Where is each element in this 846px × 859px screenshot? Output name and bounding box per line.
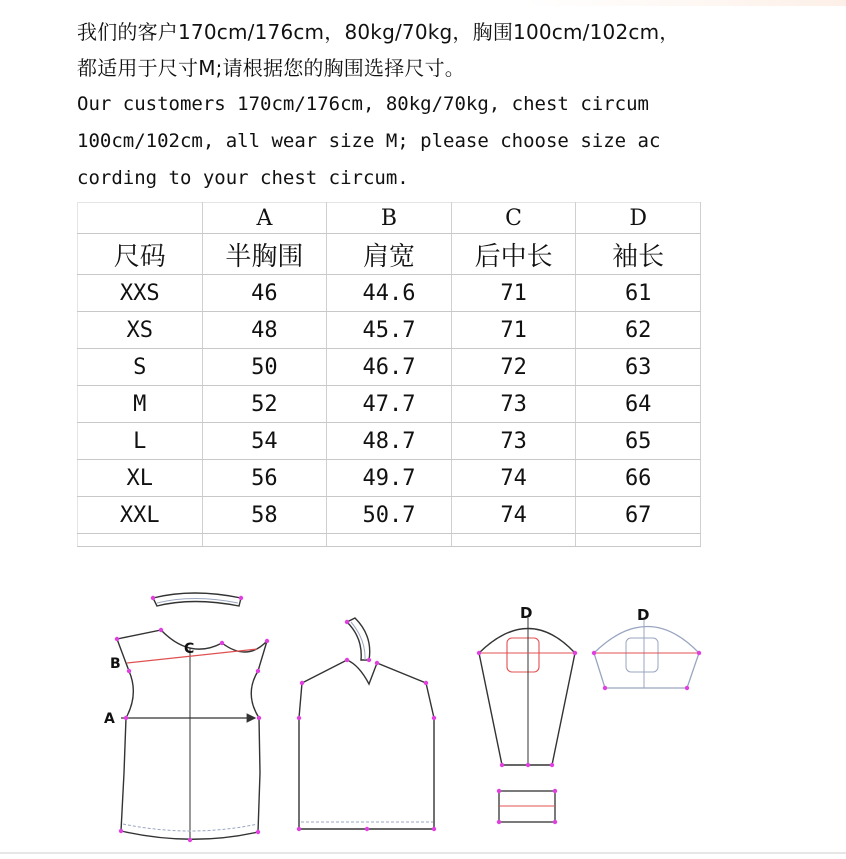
sleeve-cap-pattern	[592, 606, 701, 690]
back-collar-strip	[347, 618, 370, 660]
cell-half-chest: 46	[202, 275, 327, 312]
cell-sleeve: 64	[576, 386, 701, 423]
header-shoulder-width: 肩宽	[327, 234, 452, 275]
table-letter-row	[78, 203, 701, 234]
front-body-pattern	[104, 593, 269, 842]
front-point-markers	[115, 596, 269, 842]
cell-shoulder: 45.7	[327, 312, 452, 349]
table-row	[78, 386, 701, 423]
cell-sleeve: 61	[576, 275, 701, 312]
cell-size: L	[78, 423, 203, 460]
cell-back-length: 74	[451, 497, 576, 534]
cell-shoulder: 48.7	[327, 423, 452, 460]
table-padding-row	[78, 534, 701, 547]
table-header-row	[78, 234, 701, 275]
cell-half-chest: 50	[202, 349, 327, 386]
garment-measurement-diagram	[77, 552, 703, 846]
header-half-chest: 半胸围	[202, 234, 327, 275]
sleeve-cap-outline	[594, 627, 699, 689]
cell-shoulder: 50.7	[327, 497, 452, 534]
cell-half-chest: 52	[202, 386, 327, 423]
cell-shoulder: 46.7	[327, 349, 452, 386]
cell-sleeve: 62	[576, 312, 701, 349]
top-accent-strip	[0, 0, 846, 6]
back-point-markers	[297, 620, 436, 831]
bottom-divider	[0, 852, 846, 854]
table-row	[78, 312, 701, 349]
cell-size: S	[78, 349, 203, 386]
letter-cell	[78, 203, 203, 234]
cell-size: M	[78, 386, 203, 423]
table-row	[78, 460, 701, 497]
intro-text-block	[77, 14, 817, 197]
header-sleeve-length: 袖长	[576, 234, 701, 275]
cell-half-chest: 48	[202, 312, 327, 349]
cell-sleeve: 66	[576, 460, 701, 497]
cell-size: XL	[78, 460, 203, 497]
cell-shoulder: 44.6	[327, 275, 452, 312]
letter-cell: A	[202, 203, 327, 234]
sleeve-cap-box	[507, 638, 539, 672]
cell-half-chest: 56	[202, 460, 327, 497]
intro-zh-line-1: 我们的客户170cm/176cm，80kg/70kg，胸围100cm/102cm，	[77, 20, 680, 44]
header-size: 尺码	[78, 234, 203, 275]
label-d-left: D	[520, 604, 533, 622]
sleeve-point-markers	[477, 651, 577, 824]
back-body-outline	[299, 660, 434, 829]
cell-half-chest: 54	[202, 423, 327, 460]
letter-cell: D	[576, 203, 701, 234]
sleeve-pattern	[477, 604, 577, 824]
cell-back-length: 73	[451, 386, 576, 423]
table-row	[78, 423, 701, 460]
size-chart-table	[77, 202, 701, 547]
collar-piece	[153, 593, 241, 606]
cell-size: XXS	[78, 275, 203, 312]
cell-back-length: 71	[451, 312, 576, 349]
sleeve-outline	[479, 629, 575, 766]
cell-shoulder: 47.7	[327, 386, 452, 423]
cell-back-length: 74	[451, 460, 576, 497]
intro-en-line-2: 100cm/102cm, all wear size M; please choose size ac	[77, 130, 661, 152]
sleeve-cap-inner-box	[626, 638, 658, 672]
cell-size: XS	[78, 312, 203, 349]
table-row	[78, 349, 701, 386]
intro-zh-line-2: 都适用于尺寸M;请根据您的胸围选择尺寸。	[77, 56, 465, 80]
table-row	[78, 275, 701, 312]
label-d-right: D	[637, 606, 650, 624]
label-b: B	[110, 656, 121, 672]
table-row	[78, 497, 701, 534]
collar-piece-inner	[157, 599, 238, 604]
letter-cell: B	[327, 203, 452, 234]
cell-size: XXL	[78, 497, 203, 534]
cell-sleeve: 63	[576, 349, 701, 386]
cell-sleeve: 67	[576, 497, 701, 534]
cell-back-length: 72	[451, 349, 576, 386]
back-body-pattern	[297, 618, 436, 831]
letter-cell: C	[451, 203, 576, 234]
intro-en-line-3: cording to your chest circum.	[77, 167, 409, 189]
cell-half-chest: 58	[202, 497, 327, 534]
cell-back-length: 71	[451, 275, 576, 312]
cell-back-length: 73	[451, 423, 576, 460]
header-back-length: 后中长	[451, 234, 576, 275]
label-a: A	[104, 711, 115, 727]
cell-shoulder: 49.7	[327, 460, 452, 497]
label-c: C	[184, 641, 195, 657]
intro-en-line-1: Our customers 170cm/176cm, 80kg/70kg, chest circum	[77, 93, 649, 115]
cell-sleeve: 65	[576, 423, 701, 460]
sleeve-cap-point-markers	[592, 651, 701, 690]
